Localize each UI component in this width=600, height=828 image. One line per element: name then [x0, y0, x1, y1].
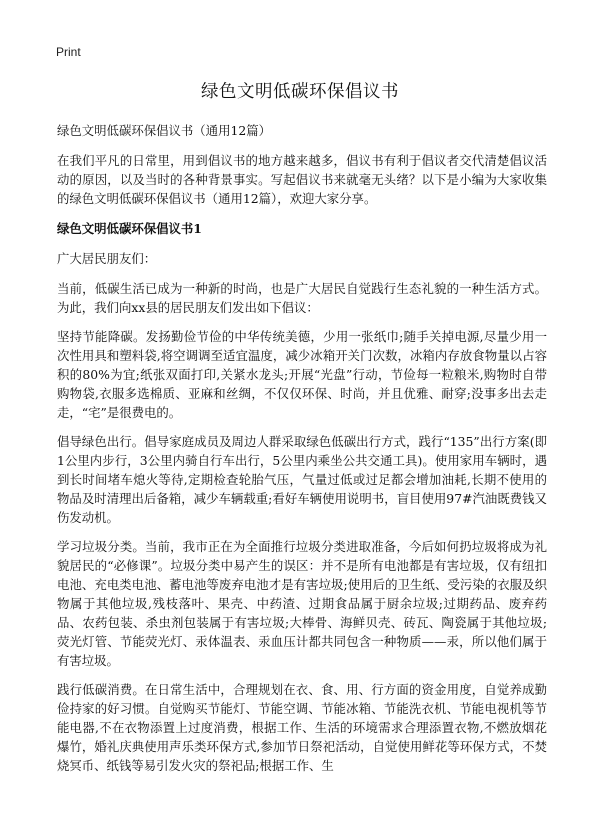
body-paragraph-3: 倡导绿色出行。倡导家庭成员及周边人群采取绿色低碳出行方式，践行“135”出行方案(即1公里内步行，3公里内骑自行车出行，5公里内乘坐公共交通工具)。使用家用车辆时，遇到长时间堵车熄火等待,定期检查轮胎气压，气量过低或过足都会增加油耗,长期不使用的物品及时清理出后备箱，减少车辆载重;看好车辆使用说明书，盲目使用97#汽油既费钱又伤发动机。 — [57, 434, 547, 525]
intro-paragraph: 在我们平凡的日常里，用到倡议书的地方越来越多，倡议书有利于倡议者交代清楚倡议活动的原因，以及当时的各种背景事实。写起倡议书来就毫无头绪？以下是小编为大家收集的绿色文明低碳环保倡议书（通用12篇），欢迎大家分享。 — [57, 153, 547, 206]
document-subtitle: 绿色文明低碳环保倡议书（通用12篇） — [57, 123, 272, 138]
greeting: 广大居民朋友们： — [57, 251, 157, 266]
print-link[interactable]: Print — [56, 45, 81, 59]
body-paragraph-5: 践行低碳消费。在日常生活中，合理规划在衣、食、用、行方面的资金用度，自觉养成勤俭持家的好习惯。自觉购买节能灯、节能空调、节能冰箱、节能洗衣机、节能电视机等节能电器,不在衣物添置上过度消费，根据工作、生活的环境需求合理添置衣物,不燃放烟花爆竹，婚礼庆典使用声乐类环保方式,参加节日祭祀活动，自觉使用鲜花等环保方式，不焚烧冥币、纸钱等易引发火灾的祭祀品;根据工作、生 — [57, 682, 547, 773]
body-paragraph-4: 学习垃圾分类。当前，我市正在为全面推行垃圾分类进取准备，今后如何扔垃圾将成为礼貌居民的“必修课”。垃圾分类中易产生的误区：并不是所有电池都是有害垃圾，仅有纽扣电池、充电类电池、蓄电池等废弃电池才是有害垃圾;使用后的卫生纸、受污染的衣服及织物属于其他垃圾,残枝落叶、果壳、中药渣、过期食品属于厨余垃圾;过期药品、废弃药品、农药包装、杀虫剂包装属于有害垃圾;大棒骨、海鲜贝壳、砖瓦、陶瓷属于其他垃圾;荧光灯管、节能荧光灯、汞体温表、汞血压计都共同包含一种物质——汞，所以他们属于有害垃圾。 — [57, 539, 547, 668]
body-paragraph-1: 当前，低碳生活已成为一种新的时尚，也是广大居民自觉践行生态礼貌的一种生活方式。为此，我们向xx县的居民朋友们发出如下倡议： — [57, 281, 547, 315]
document-body — [57, 121, 547, 785]
section-heading: 绿色文明低碳环保倡议书1 — [57, 221, 202, 236]
page-title: 绿色文明低碳环保倡议书 — [201, 82, 399, 102]
body-paragraph-2: 坚持节能降碳。发扬勤俭节俭的中华传统美德，少用一张纸巾;随手关掉电源,尽量少用一次性用具和塑料袋,将空调调至适宜温度，减少冰箱开关门次数，冰箱内存放食物量以占容积的80%为宜;纸张双面打印,关紧水龙头;开展“光盘”行动，节俭每一粒粮米,购物时自带购物袋,衣服多选棉质、亚麻和丝绸，不仅仅环保、时尚，并且优雅、耐穿;没事多出去走走，“宅”是很费电的。 — [57, 329, 547, 420]
